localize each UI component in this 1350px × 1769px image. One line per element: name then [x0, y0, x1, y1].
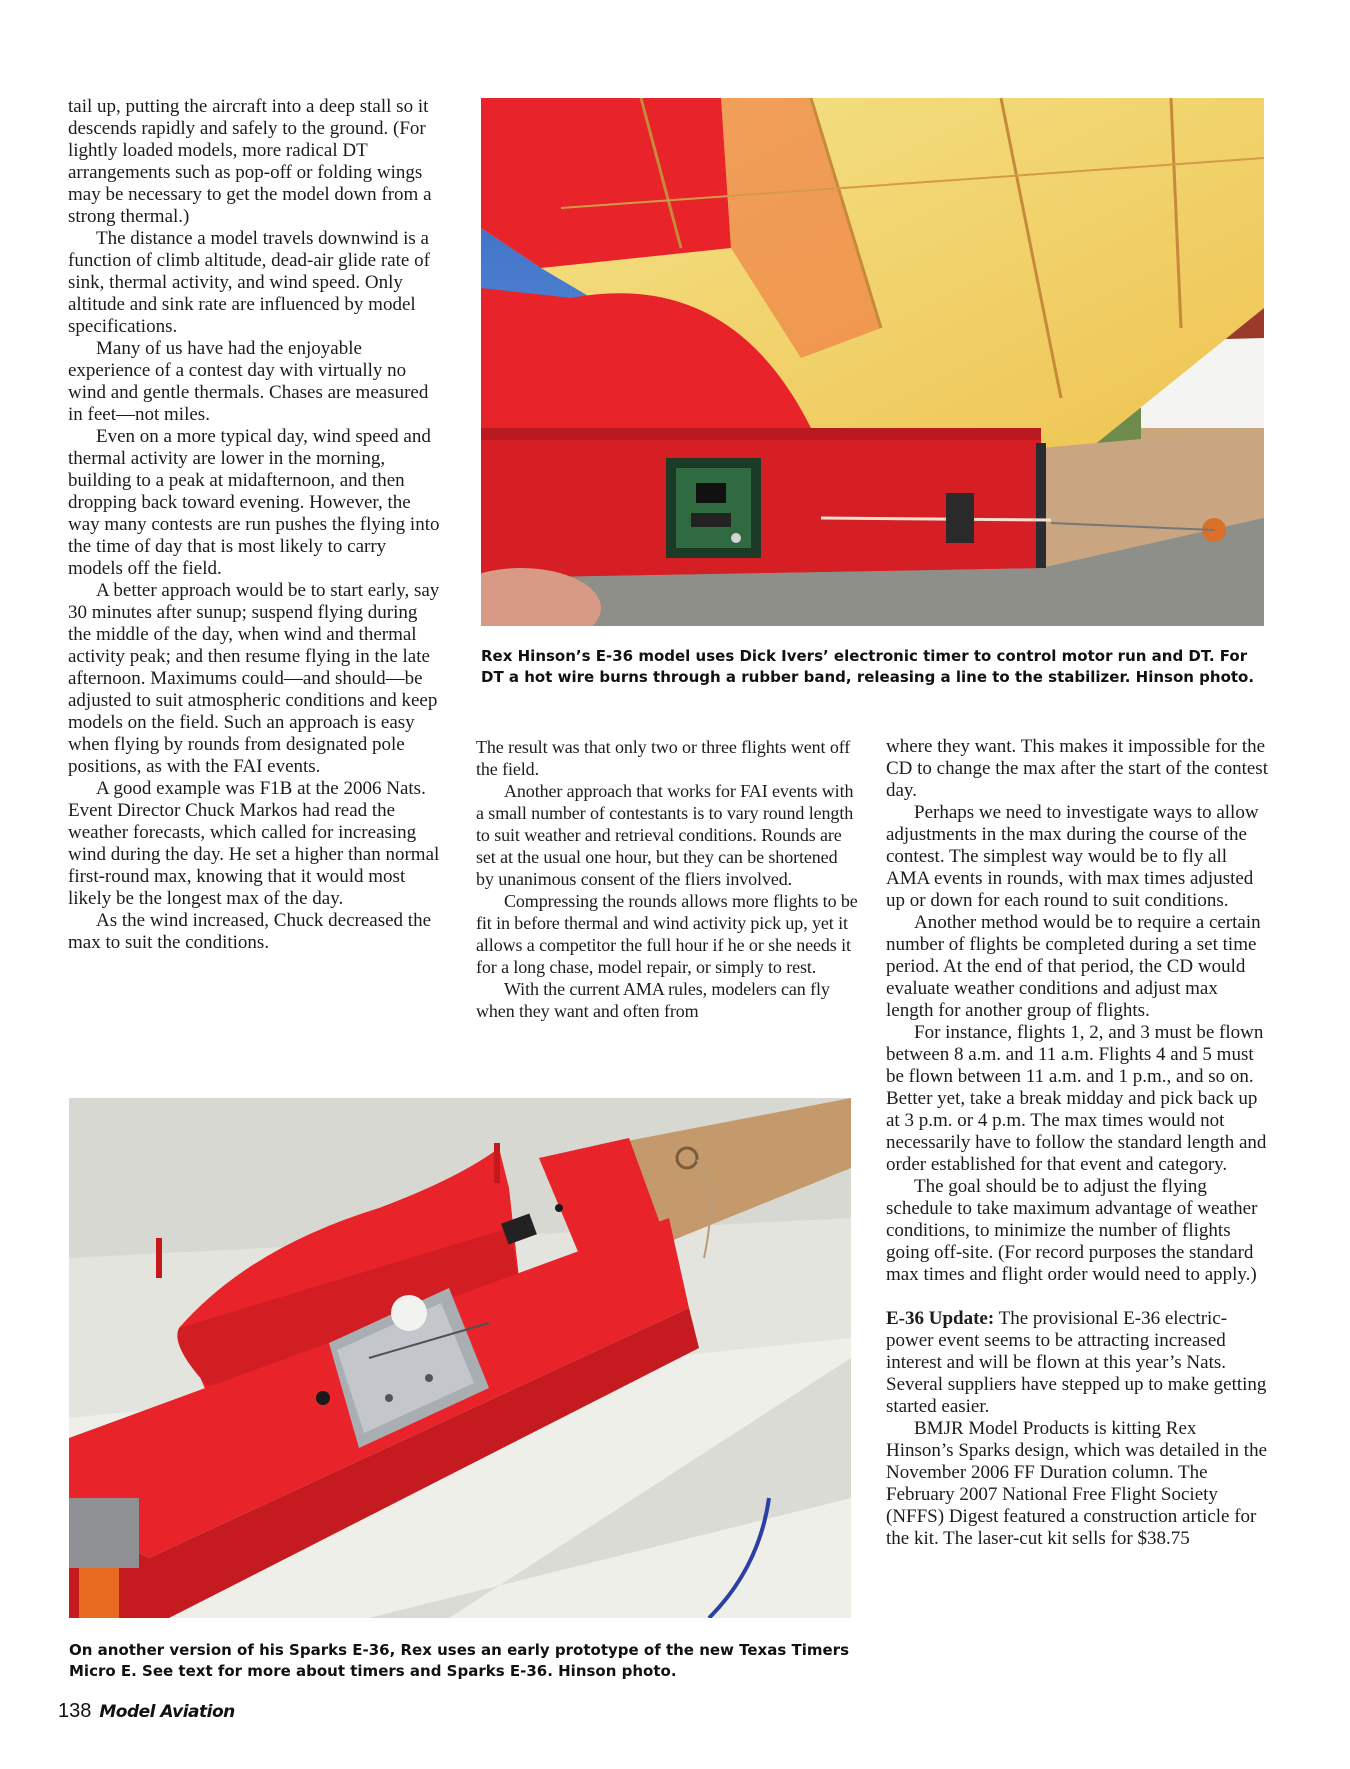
article-column-1 — [68, 96, 442, 954]
paragraph: The distance a model travels downwind is a function of climb altitude, dead-air glide rate of sink, thermal activity, and wind speed. Only altitude and sink rate are influenced by model specifications. — [68, 228, 430, 337]
update-text: The provisional E-36 electric-power event seems to be attracting increased interest and will be flown at this year’s Nats. Several suppliers have stepped up to make getting started easier. — [886, 1308, 1267, 1417]
page-footer — [58, 1700, 235, 1723]
photo-micro-e-timer-caption: On another version of his Sparks E-36, Rex uses an early prototype of the new Texas Timers Micro E. See text for more about timers and Sparks E-36. Hinson photo. — [69, 1641, 849, 1680]
article-column-3 — [886, 736, 1268, 1550]
page-number: 138 — [58, 1700, 92, 1722]
paragraph: The result was that only two or three flights went off the field. — [476, 737, 851, 779]
paragraph: Another approach that works for FAI events with a small number of contestants is to vary round length to suit weather and retrieval conditions. Rounds are set at the usual one hour, but they can be shortened by unanimous consent of the fliers involved. — [476, 781, 854, 889]
paragraph: For instance, flights 1, 2, and 3 must be flown between 8 a.m. and 11 a.m. Flights 4 and 5 must be flown between 11 a.m. and 1 p.m., and so on. Better yet, take a break midday and pick back up at 3 p.m. or 4 p.m. The max times would not necessarily have to follow the standard length and order established for that event and category. — [886, 1022, 1267, 1175]
article-column-2 — [476, 736, 858, 1022]
paragraph: Another method would be to require a certain number of flights be completed during a set time period. At the end of that period, the CD would evaluate weather conditions and adjust max length for another group of flights. — [886, 912, 1261, 1021]
paragraph: where they want. This makes it impossible for the CD to change the max after the start of the contest day. — [886, 736, 1268, 801]
paragraph: With the current AMA rules, modelers can fly when they want and often from — [476, 979, 830, 1021]
paragraph: A good example was F1B at the 2006 Nats. Event Director Chuck Markos had read the weather forecasts, which called for increasing wind during the day. He set a higher than normal first-round max, knowing that it would most likely be the longest max of the day. — [68, 778, 440, 909]
paragraph: Perhaps we need to investigate ways to allow adjustments in the max during the course of the contest. The simplest way would be to fly all AMA events in rounds, with max times adjusted up or down for each round to suit conditions. — [886, 802, 1259, 911]
paragraph: BMJR Model Products is kitting Rex Hinson’s Sparks design, which was detailed in the November 2006 FF Duration column. The February 2007 National Free Flight Society (NFFS) Digest featured a construction article for the kit. The laser-cut kit sells for $38.75 — [886, 1418, 1268, 1549]
update-paragraph — [886, 1308, 1268, 1418]
photo-timer-closeup-caption: Rex Hinson’s E-36 model uses Dick Ivers’ electronic timer to control motor run and DT. For DT a hot wire burns through a rubber band, releasing a line to the stabilizer. Hinson photo. — [481, 647, 1255, 686]
paragraph: As the wind increased, Chuck decreased the max to suit the conditions. — [68, 910, 432, 953]
paragraph: The goal should be to adjust the flying schedule to take maximum advantage of weather conditions, to minimize the number of flights going off-site. (For record purposes the standard max times and flight order would need to apply.) — [886, 1176, 1258, 1285]
photo-timer-closeup — [481, 98, 1264, 626]
photo-timer-closeup-image — [481, 98, 1264, 626]
paragraph: Compressing the rounds allows more flights to be fit in before thermal and wind activity pick up, yet it allows a competitor the full hour if he or she needs it for a long chase, model repair, or simply to rest. — [476, 891, 858, 977]
photo-micro-e-timer — [69, 1098, 851, 1618]
paragraph: A better approach would be to start early, say 30 minutes after sunup; suspend flying during the middle of the day, when wind and thermal activity peak; and then resume flying in the late afternoon. Maximums could—and should—be adjusted to suit atmospheric conditions and keep models on the field. Such an approach is easy when flying by rounds from designated pole positions, as with the FAI events. — [68, 580, 440, 777]
magazine-name: Model Aviation — [99, 1702, 235, 1722]
paragraph: tail up, putting the aircraft into a deep stall so it descends rapidly and safely to the ground. (For lightly loaded models, more radical DT arrangements such as pop-off or folding wings may be necessary to get the model down from a strong thermal.) — [68, 96, 432, 227]
paragraph: Many of us have had the enjoyable experience of a contest day with virtually no wind and gentle thermals. Chases are measured in feet—not miles. — [68, 338, 429, 425]
photo-micro-e-timer-image — [69, 1098, 851, 1618]
update-heading: E-36 Update: — [886, 1308, 995, 1329]
paragraph: Even on a more typical day, wind speed and thermal activity are lower in the morning, building to a peak at midafternoon, and then dropping back toward evening. However, the way many contests are run pushes the flying into the time of day that is most likely to carry models off the field. — [68, 426, 440, 579]
